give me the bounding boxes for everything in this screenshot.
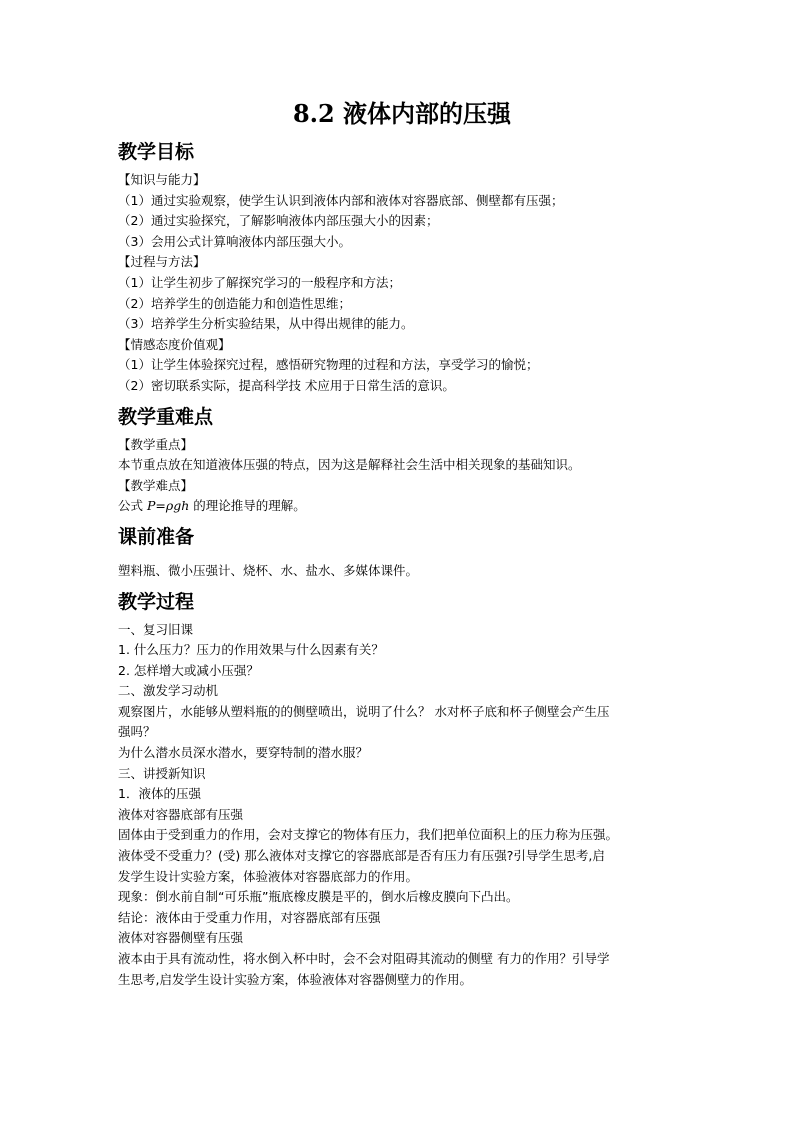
process-line: 液本由于具有流动性，将水倒入杯中时，会不会对阻碍其流动的侧壁 有力的作用？引导学 [118,951,610,966]
focus-heading: 【教学重点】 [118,436,194,452]
process-line: 1. 什么压力？压力的作用效果与什么因素有关？ [118,642,384,658]
difficulty-text [118,496,686,517]
difficulty-prefix: 公式 [118,498,147,514]
process-line: 液体受不受重力？(受) 那么液体对支撑它的容器底部是否有压力有压强?引导学生思考,启 [118,848,605,864]
knowledge-item: （1）通过实验观察，使学生认识到液体内部和液体对容器底部、侧壁都有压强； [118,192,564,208]
document-title: 8.2 液体内部的压强 [292,99,512,128]
section-heading-keypoints: 教学重难点 [118,405,214,428]
process-line: 液体对容器底部有压强 [118,806,244,822]
process-method-item: （1）让学生初步了解探究学习的一般程序和方法； [118,274,401,290]
process-line: 为什么潜水员深水潜水，要穿特制的潜水服？ [118,745,369,761]
process-method-heading: 【过程与方法】 [118,254,206,270]
process-line: 固体由于受到重力的作用，会对支撑它的物体有压力，我们把单位面积上的压力称为压强。 [118,827,619,843]
document-page [118,96,686,990]
process-line: 1．液体的压强 [118,786,201,802]
process-line: 观察图片，水能够从塑料瓶的的侧壁喷出，说明了什么？ 水对杯子底和杯子侧壁会产生压 [118,703,610,719]
difficulty-heading: 【教学难点】 [118,477,194,493]
attitude-heading: 【情感态度价值观】 [118,336,231,352]
process-method-item: （2）培养学生的创造能力和创造性思维； [118,295,351,311]
knowledge-item: （3）会用公式计算响液体内部压强大小。 [118,233,351,249]
difficulty-suffix: 的理论推导的理解。 [189,498,306,514]
focus-text: 本节重点放在知道液体压强的特点，因为这是解释社会生活中相关现象的基础知识。 [118,457,581,473]
attitude-item: （1）让学生体验探究过程，感悟研究物理的过程和方法，享受学习的愉悦； [118,357,539,373]
process-line: 结论：液体由于受重力作用，对容器底部有压强 [118,909,381,925]
difficulty-formula: P=ρgh [146,498,190,514]
section-heading-objectives: 教学目标 [118,141,195,163]
process-line: 二、激发学习动机 [118,683,219,699]
process-line: 一、复习旧课 [118,621,194,637]
process-method-item: （3）培养学生分析实验结果，从中得出规律的能力。 [118,316,414,332]
knowledge-heading: 【知识与能力】 [118,172,206,187]
process-line: 三、讲授新知识 [118,765,206,781]
process-line: 发学生设计实验方案，体验液体对容器底部力的作用。 [118,868,419,884]
section-heading-preparation: 课前准备 [118,525,195,548]
process-line: 2. 怎样增大或减小压强？ [118,662,259,678]
process-line: 生思考,启发学生设计实验方案，体验液体对容器侧壁力的作用。 [118,971,472,987]
process-line: 强吗？ [118,724,156,740]
knowledge-item: （2）通过实验探究，了解影响液体内部压强大小的因素； [118,213,439,229]
process-line: 现象：倒水前自制“可乐瓶”瓶底橡皮膜是平的，倒水后橡皮膜向下凸出。 [118,889,519,905]
process-line: 液体对容器侧壁有压强 [118,930,244,946]
preparation-text: 塑料瓶、微小压强计、烧杯、水、盐水、多媒体课件。 [118,562,419,578]
section-heading-process: 教学过程 [118,590,195,613]
attitude-item: （2）密切联系实际，提高科学技 术应用于日常生活的意识。 [118,377,455,393]
